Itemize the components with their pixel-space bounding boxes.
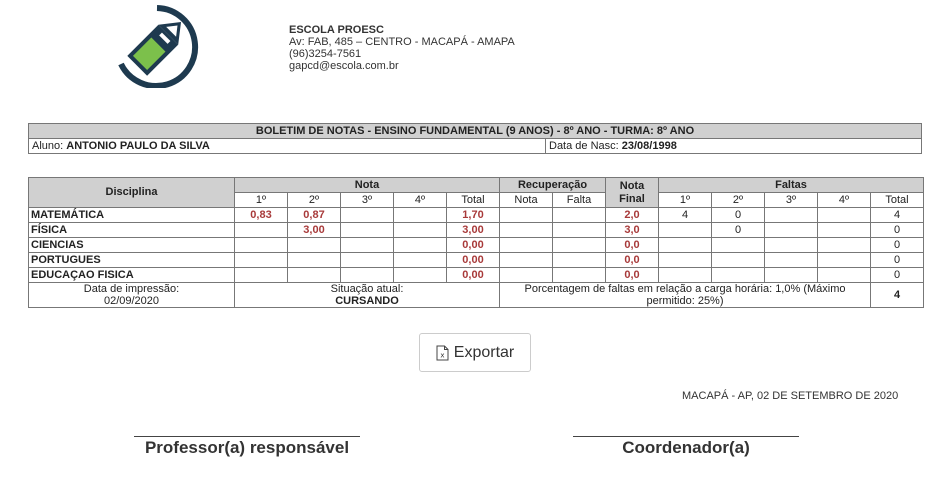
absence-cell (659, 253, 712, 268)
faltas-sub-header: 2º (712, 193, 765, 208)
recuperacao-header: Recuperação (500, 178, 606, 193)
absence-cell (659, 238, 712, 253)
grade-cell (288, 238, 341, 253)
nota-header: Nota (235, 178, 500, 193)
grade-cell (235, 253, 288, 268)
recuperacao-sub-header: Nota (500, 193, 553, 208)
absence-cell: 4 (659, 208, 712, 223)
rec-nota-cell (500, 268, 553, 283)
faltas-sub-header: 3º (765, 193, 818, 208)
coordinator-signature-line (573, 436, 799, 437)
nota-sub-header: Total (447, 193, 500, 208)
absence-total-cell: 0 (871, 268, 924, 283)
final-grade-cell: 3,0 (606, 223, 659, 238)
table-row (29, 223, 924, 238)
nota-sub-header: 4º (394, 193, 447, 208)
grade-cell (235, 268, 288, 283)
discipline-name: FÍSICA (29, 223, 235, 238)
nota-sub-header: 2º (288, 193, 341, 208)
grade-cell (341, 238, 394, 253)
grade-total-cell: 1,70 (447, 208, 500, 223)
absence-cell (765, 208, 818, 223)
absence-cell (818, 208, 871, 223)
export-label: Exportar (453, 343, 515, 361)
export-button[interactable] (419, 333, 531, 372)
final-grade-cell: 0,0 (606, 268, 659, 283)
rec-nota-cell (500, 253, 553, 268)
nota-sub-header: 3º (341, 193, 394, 208)
rec-nota-cell (500, 238, 553, 253)
absence-cell (765, 223, 818, 238)
grade-total-cell: 3,00 (447, 223, 500, 238)
rec-falta-cell (553, 223, 606, 238)
grade-cell (341, 208, 394, 223)
table-row (29, 208, 924, 223)
absence-cell (659, 268, 712, 283)
grade-cell: 0,83 (235, 208, 288, 223)
grade-cell (235, 223, 288, 238)
grade-total-cell: 0,00 (447, 238, 500, 253)
school-phone: (96)3254-7561 (289, 48, 362, 60)
faltas-sub-header: Total (871, 193, 924, 208)
absence-cell (818, 238, 871, 253)
absence-total-cell: 0 (871, 238, 924, 253)
grade-cell (394, 208, 447, 223)
absence-cell: 0 (712, 223, 765, 238)
absence-cell (712, 253, 765, 268)
grade-cell: 3,00 (288, 223, 341, 238)
birth-date: 23/08/1998 (621, 140, 677, 152)
table-row (29, 253, 924, 268)
absence-cell (765, 238, 818, 253)
svg-text:x: x (440, 351, 445, 359)
absence-cell (712, 268, 765, 283)
teacher-signature-line (134, 436, 360, 437)
grade-cell (394, 253, 447, 268)
final-grade-cell: 0,0 (606, 238, 659, 253)
absence-cell (659, 223, 712, 238)
excel-file-icon (436, 345, 449, 361)
grade-cell (235, 238, 288, 253)
print-date: 02/09/2020 (103, 295, 160, 307)
birth-cell (546, 139, 922, 154)
absence-total-cell: 4 (871, 208, 924, 223)
print-date-cell (29, 283, 235, 308)
grade-total-cell: 0,00 (447, 268, 500, 283)
student-label: Aluno: (32, 140, 64, 152)
student-cell (29, 139, 546, 154)
discipline-header: Disciplina (29, 178, 235, 208)
absence-cell (712, 238, 765, 253)
nota-sub-header: 1º (235, 193, 288, 208)
faltas-sub-header: 1º (659, 193, 712, 208)
absence-cell (818, 268, 871, 283)
print-date-label: Data de impressão: (83, 283, 180, 295)
final-grade-cell: 2,0 (606, 208, 659, 223)
table-footer-row (29, 283, 924, 308)
situation-value: CURSANDO (335, 295, 399, 307)
absence-cell (765, 268, 818, 283)
student-name: ANTONIO PAULO DA SILVA (66, 140, 210, 152)
absence-total-cell: 0 (871, 223, 924, 238)
report-title: BOLETIM DE NOTAS - ENSINO FUNDAMENTAL (9 ANOS) - 8º ANO - TURMA: 8º ANO (29, 124, 922, 139)
discipline-name: MATEMÁTICA (29, 208, 235, 223)
rec-falta-cell (553, 208, 606, 223)
table-row (29, 268, 924, 283)
grade-cell (341, 253, 394, 268)
table-row (29, 238, 924, 253)
discipline-name: EDUCAÇAO FISICA (29, 268, 235, 283)
grades-table (28, 177, 924, 308)
school-name: ESCOLA PROESC (289, 24, 384, 36)
discipline-name: PORTUGUES (29, 253, 235, 268)
grade-cell (394, 268, 447, 283)
grade-cell (288, 253, 341, 268)
teacher-signature-label: Professor(a) responsável (144, 438, 350, 457)
school-address: Av: FAB, 485 – CENTRO - MACAPÁ - AMAPA (289, 36, 515, 48)
grade-cell (394, 223, 447, 238)
absence-total-cell: 0 (871, 253, 924, 268)
birth-label: Data de Nasc: (549, 140, 619, 152)
grade-cell (394, 238, 447, 253)
discipline-name: CIENCIAS (29, 238, 235, 253)
absence-cell (818, 223, 871, 238)
rec-nota-cell (500, 223, 553, 238)
school-info (289, 24, 515, 72)
coordinator-signature-label: Coordenador(a) (622, 438, 750, 457)
faltas-header: Faltas (659, 178, 924, 193)
report-info-table (28, 123, 922, 154)
faltas-sub-header: 4º (818, 193, 871, 208)
rec-falta-cell (553, 253, 606, 268)
absence-percentage-cell: Porcentagem de faltas em relação a carga horária: 1,0% (Máximo permitido: 25%) (500, 283, 871, 308)
absence-cell (818, 253, 871, 268)
grade-cell (341, 223, 394, 238)
absence-cell (765, 253, 818, 268)
situation-label: Situação atual: (330, 283, 404, 295)
absence-cell: 0 (712, 208, 765, 223)
rec-nota-cell (500, 208, 553, 223)
grade-cell (288, 268, 341, 283)
grade-cell (341, 268, 394, 283)
recuperacao-sub-header: Falta (553, 193, 606, 208)
final-grade-cell: 0,0 (606, 253, 659, 268)
situation-cell (235, 283, 500, 308)
rec-falta-cell (553, 268, 606, 283)
nota-final-header: Nota Final (606, 178, 659, 208)
grade-total-cell: 0,00 (447, 253, 500, 268)
rec-falta-cell (553, 238, 606, 253)
total-absences-cell: 4 (871, 283, 924, 308)
grade-cell: 0,87 (288, 208, 341, 223)
school-logo (113, 4, 201, 88)
place-date: MACAPÁ - AP, 02 DE SETEMBRO DE 2020 (682, 390, 899, 402)
school-email: gapcd@escola.com.br (289, 60, 399, 72)
